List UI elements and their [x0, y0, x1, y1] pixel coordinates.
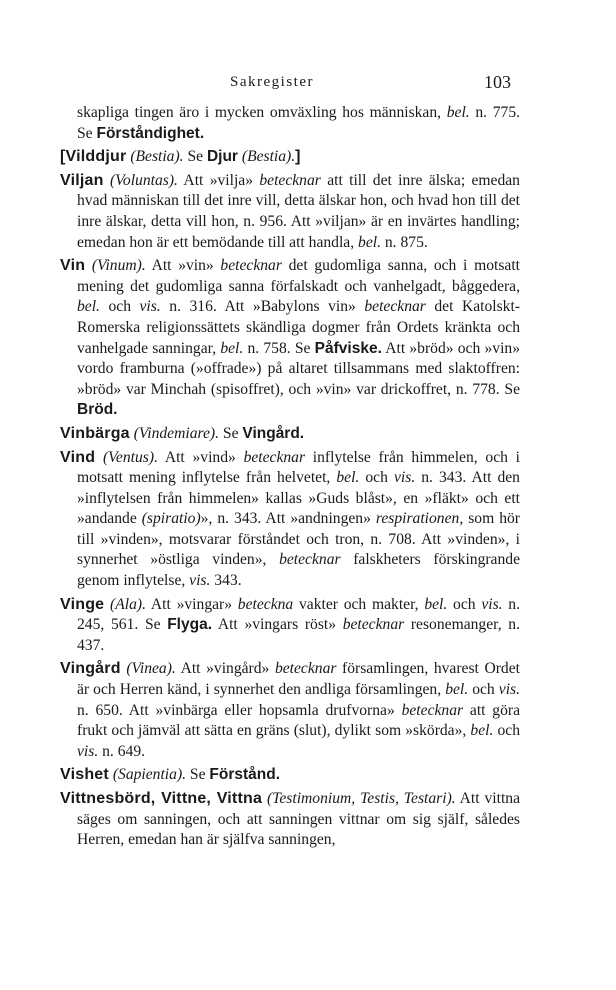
entry-vind — [60, 448, 520, 592]
entry-vin — [60, 256, 520, 421]
entry-latin: (Voluntas). — [109, 171, 178, 189]
entry-latin: (Sapientia). — [112, 766, 187, 784]
cross-reference: Djur — [206, 148, 238, 166]
entry-text: n. 343. Att den »inflytelsen från himmelen» kallas »Guds blåst», en »fläkt» och ett »andande — [77, 469, 520, 528]
entry-text: Att »vingård» — [175, 660, 275, 678]
entry-emphasis: (spiratio) — [141, 510, 201, 528]
entry-text: Att »vingar» — [146, 595, 238, 613]
entry-text: Att vittna säges om sanningen, och att sanningen vittnar om sig själf, således Herren, emedan han är själfva sanningen, — [77, 790, 520, 849]
entry-latin: (Ventus). — [102, 448, 158, 466]
entry-abbrev: vis. — [139, 298, 161, 316]
entry-text: falskheters förskingrande genom inflytelse, — [77, 551, 520, 590]
entry-latin: (Bestia). — [241, 148, 296, 166]
entry-headword: Vittnesbörd, Vittne, Vittna — [60, 790, 263, 807]
entry-text: », n. 343. Att »andningen» — [200, 510, 376, 528]
entry-headword: [Vilddjur — [60, 148, 127, 166]
cross-reference: Förstånd. — [209, 766, 281, 784]
entry-text: n. 875. — [380, 233, 428, 251]
entry-abbrev: bel. — [470, 722, 494, 740]
entry-abbrev: bel. — [358, 233, 381, 251]
entry-text: 343. — [210, 572, 242, 590]
entry-vilddjur — [60, 147, 520, 168]
entry-text: n. 650. Att »vinbärga eller hopsamla drufvorna» — [77, 701, 402, 719]
entry-text: det gudomliga sanna, och i motsatt mening det gudomliga sanna förfalskadt och vanhelgadt, båggedera, — [77, 257, 520, 295]
entry-text: inflytelse från himmelen, och i motsatt mening inflytelse från helvetet, — [77, 448, 521, 487]
entry-text: och — [493, 722, 521, 740]
entry-emphasis: betecknar — [274, 660, 337, 678]
entry-text: att till det inre älska; emedan hvad människan till det inre vill, detta älskar hon, och hvad hon till det inre älskar, detta vill hon, n. 956. Att »viljan» är en invärtes handling; emedan hon är ett bemödande till att handla, — [77, 171, 520, 251]
entry-text: Att »vilja» — [177, 171, 260, 189]
entry-emphasis: beteckna — [237, 595, 294, 613]
entry-text: skapliga tingen äro i mycken omväxling hos människan, — [77, 104, 447, 121]
entry-emphasis: betecknar — [364, 298, 426, 316]
index-body — [60, 103, 520, 854]
entry-headword: Vishet — [60, 766, 109, 784]
entry-text: församlingen, hvarest Ordet är och Herren känd, i synnerhet den andliga församlingen, — [77, 660, 520, 699]
entry-latin: (Vinea). — [126, 660, 176, 678]
entry-vinge — [60, 595, 520, 657]
entry-vittnesbord — [60, 789, 520, 851]
entry-text: resonemanger, n. 437. — [77, 616, 520, 654]
entry-text: n. 758. Se — [243, 339, 315, 357]
entry-abbrev: vis. — [481, 595, 503, 613]
entry-latin: (Testimonium, Testis, Testari). — [266, 790, 456, 807]
entry-text: n. 775. Se — [77, 104, 521, 142]
entry-latin: (Vinum). — [91, 257, 146, 275]
entry-text: och — [468, 681, 499, 699]
entry-abbrev: bel. — [336, 469, 360, 487]
bracket-close: ] — [295, 148, 301, 166]
entry-abbrev: bel. — [446, 104, 470, 121]
entry-vinbarga — [60, 424, 520, 445]
entry-vishet — [60, 765, 520, 786]
entry-emphasis: betecknar — [342, 616, 405, 634]
entry-vingard — [60, 659, 520, 762]
entry-latin: (Bestia). — [130, 148, 184, 166]
entry-text: Att »vingars röst» — [212, 616, 343, 634]
entry-abbrev: bel. — [445, 681, 469, 699]
entry-text: n. 649. — [98, 742, 146, 760]
entry-latin: (Ala). — [110, 595, 146, 613]
entry-text: Att »vind» — [157, 448, 244, 466]
entry-text: som hör till »vinden», motsvarar förståndet och tron, n. 708. Att »vinden», i synnerhet »östliga vinden», — [77, 510, 520, 569]
entry-headword: Vin — [60, 257, 86, 275]
entry-text: Att »vin» — [145, 257, 221, 275]
entry-text: Se — [183, 148, 207, 166]
entry-text: det Katolskt-Romerska religionssättets skändliga dogmer från Ordets kränkta och vanhelgade sanningar, — [77, 298, 520, 357]
entry-headword: Vinbärga — [60, 424, 130, 442]
entry-abbrev: vis. — [498, 681, 521, 699]
entry-abbrev: vis. — [189, 572, 211, 590]
entry-text: och — [359, 469, 394, 487]
entry-text: och — [99, 298, 140, 316]
entry-abbrev: vis. — [393, 469, 416, 487]
entry-abbrev: vis. — [77, 742, 99, 760]
entry-text: Se — [186, 766, 210, 784]
page-header — [0, 74, 616, 98]
entry-headword: Vingård — [60, 660, 121, 678]
entry-text: Att »bröd» och »vin» vordo framburna (»offrade») på altaret tillsammans med slaktoffren: »bröd» var Minchah (spisoffret), och »vin» var drickoffret, n. 778. Se — [77, 339, 520, 398]
cross-reference: Bröd. — [77, 401, 118, 419]
entry-emphasis: betecknar — [279, 551, 341, 569]
entry-emphasis: betecknar — [259, 171, 321, 189]
entry-headword: Viljan — [60, 171, 104, 189]
entry-viljan — [60, 171, 520, 253]
entry-emphasis: betecknar — [401, 701, 464, 719]
entry-text: och — [447, 595, 482, 613]
entry-continuation — [60, 103, 520, 144]
entry-text: att göra frukt och jämväl att sätta en gräns (slut), dylikt som »skörda», — [77, 701, 521, 740]
entry-headword: Vind — [60, 448, 96, 466]
entry-emphasis: betecknar — [243, 448, 306, 466]
cross-reference: Flyga. — [167, 616, 213, 634]
entry-text: n. 245, 561. Se — [77, 595, 521, 634]
entry-abbrev: bel. — [424, 595, 448, 613]
entry-text: Se — [219, 424, 243, 442]
entry-abbrev: bel. — [77, 298, 100, 316]
entry-text: vakter och makter, — [293, 595, 425, 613]
cross-reference: Förståndighet. — [96, 124, 205, 142]
entry-emphasis: betecknar — [220, 257, 282, 275]
entry-latin: (Vindemiare). — [133, 424, 219, 442]
entry-emphasis: respirationen, — [375, 510, 464, 528]
cross-reference: Vingård. — [242, 424, 305, 442]
entry-headword: Vinge — [60, 595, 105, 613]
running-title: Sakregister — [230, 74, 314, 90]
entry-text: n. 316. Att »Babylons vin» — [160, 298, 365, 316]
page-number: 103 — [484, 72, 511, 92]
entry-abbrev: bel. — [220, 339, 244, 357]
cross-reference: Påfviske. — [314, 339, 382, 357]
